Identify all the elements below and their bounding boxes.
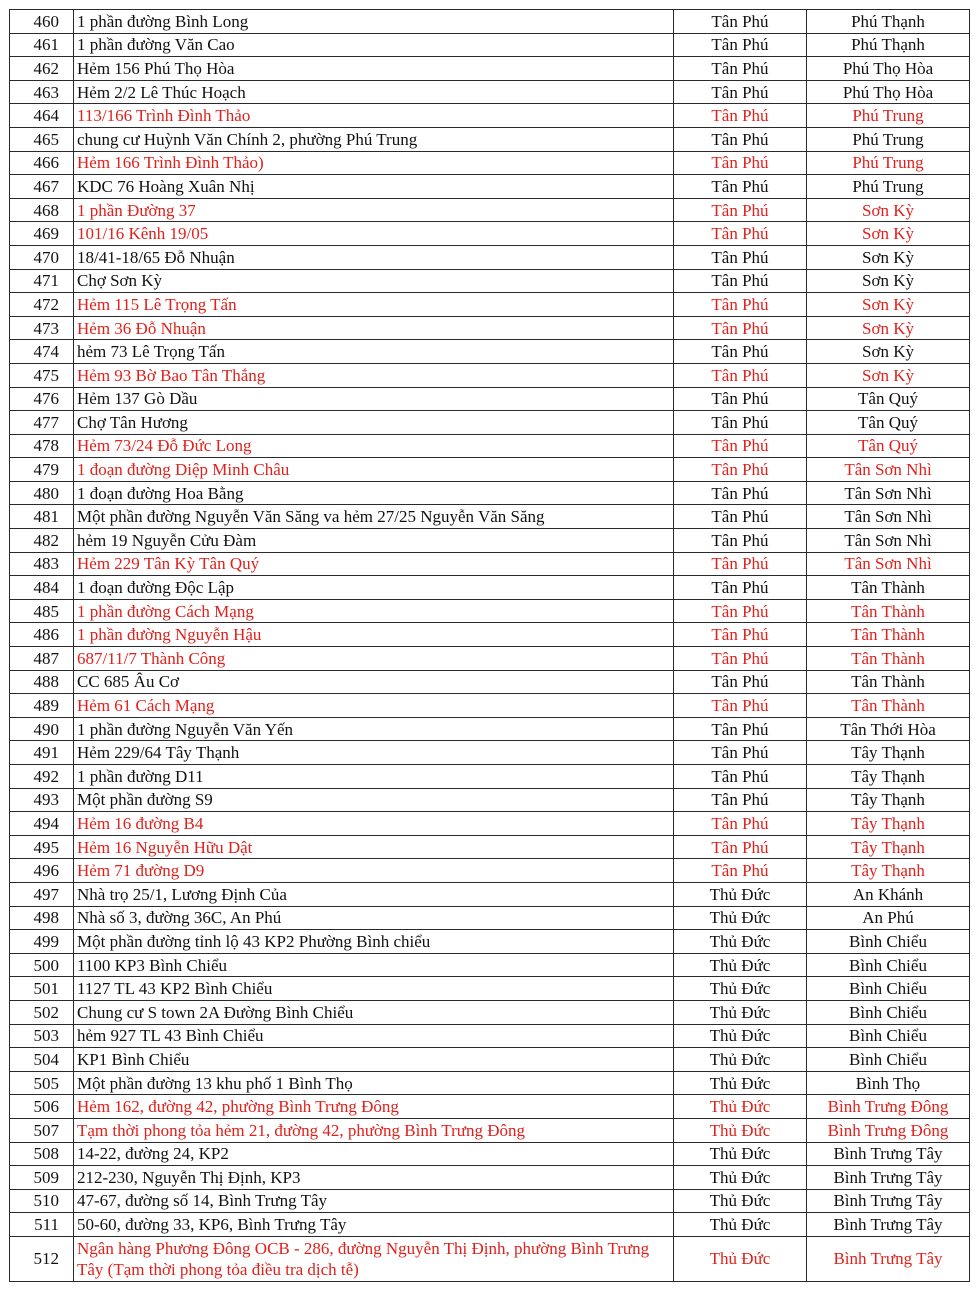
district-name: Thủ Đức — [674, 1213, 807, 1237]
location-address: 101/16 Kênh 19/05 — [74, 222, 674, 246]
row-number: 507 — [10, 1118, 74, 1142]
ward-name: Bình Chiểu — [807, 1048, 970, 1072]
district-name: Tân Phú — [674, 127, 807, 151]
ward-name: Phú Thạnh — [807, 33, 970, 57]
row-number: 468 — [10, 198, 74, 222]
row-number: 483 — [10, 552, 74, 576]
location-address: Hẻm 36 Đỗ Nhuận — [74, 316, 674, 340]
district-name: Tân Phú — [674, 599, 807, 623]
row-number: 503 — [10, 1024, 74, 1048]
table-row — [10, 670, 970, 694]
location-address: 1 phần đường Nguyễn Văn Yến — [74, 717, 674, 741]
district-name: Tân Phú — [674, 151, 807, 175]
location-address: Một phần đường Nguyễn Văn Săng va hẻm 27/25 Nguyễn Văn Săng — [74, 505, 674, 529]
location-address: 18/41-18/65 Đỗ Nhuận — [74, 245, 674, 269]
district-name: Thủ Đức — [674, 1166, 807, 1190]
ward-name: An Phú — [807, 906, 970, 930]
ward-name: Tân Quý — [807, 434, 970, 458]
location-address: 47-67, đường số 14, Bình Trưng Tây — [74, 1189, 674, 1213]
location-address: 113/166 Trình Đình Thảo — [74, 104, 674, 128]
location-address: hẻm 927 TL 43 Bình Chiểu — [74, 1024, 674, 1048]
table-row — [10, 1000, 970, 1024]
row-number: 504 — [10, 1048, 74, 1072]
district-name: Tân Phú — [674, 387, 807, 411]
location-address: 1 phần đường Văn Cao — [74, 33, 674, 57]
row-number: 466 — [10, 151, 74, 175]
ward-name: Phú Trung — [807, 127, 970, 151]
row-number: 476 — [10, 387, 74, 411]
table-row — [10, 953, 970, 977]
row-number: 501 — [10, 977, 74, 1001]
location-address: 1 đoạn đường Diệp Minh Châu — [74, 458, 674, 482]
row-number: 480 — [10, 481, 74, 505]
table-row — [10, 80, 970, 104]
district-name: Thủ Đức — [674, 1236, 807, 1281]
ward-name: Phú Trung — [807, 175, 970, 199]
ward-name: Tân Thành — [807, 670, 970, 694]
table-row — [10, 694, 970, 718]
ward-name: Sơn Kỳ — [807, 363, 970, 387]
table-row — [10, 411, 970, 435]
table-row — [10, 647, 970, 671]
table-row — [10, 505, 970, 529]
ward-name: Bình Chiểu — [807, 1024, 970, 1048]
location-address: Hẻm 71 đường D9 — [74, 859, 674, 883]
district-name: Thủ Đức — [674, 906, 807, 930]
ward-name: Tân Thành — [807, 694, 970, 718]
row-number: 481 — [10, 505, 74, 529]
ward-name: Tây Thạnh — [807, 741, 970, 765]
table-row — [10, 599, 970, 623]
location-address: 14-22, đường 24, KP2 — [74, 1142, 674, 1166]
row-number: 490 — [10, 717, 74, 741]
table-row — [10, 576, 970, 600]
district-name: Tân Phú — [674, 505, 807, 529]
table-row — [10, 788, 970, 812]
district-name: Tân Phú — [674, 175, 807, 199]
location-address: Nhà trọ 25/1, Lương Định Của — [74, 882, 674, 906]
district-name: Tân Phú — [674, 552, 807, 576]
table-row — [10, 340, 970, 364]
row-number: 482 — [10, 529, 74, 553]
ward-name: Tân Sơn Nhì — [807, 481, 970, 505]
row-number: 484 — [10, 576, 74, 600]
ward-name: Tân Sơn Nhì — [807, 529, 970, 553]
location-address: 1 phần Đường 37 — [74, 198, 674, 222]
ward-name: Tây Thạnh — [807, 765, 970, 789]
district-name: Thủ Đức — [674, 882, 807, 906]
row-number: 461 — [10, 33, 74, 57]
table-row — [10, 1095, 970, 1119]
ward-name: Tân Quý — [807, 411, 970, 435]
table-row — [10, 812, 970, 836]
row-number: 469 — [10, 222, 74, 246]
district-name: Tân Phú — [674, 340, 807, 364]
district-name: Thủ Đức — [674, 1118, 807, 1142]
ward-name: Tân Sơn Nhì — [807, 505, 970, 529]
district-name: Tân Phú — [674, 57, 807, 81]
location-address: Hẻm 166 Trình Đình Thảo) — [74, 151, 674, 175]
location-address: 1 đoạn đường Hoa Bằng — [74, 481, 674, 505]
ward-name: Bình Chiểu — [807, 977, 970, 1001]
district-name: Thủ Đức — [674, 1095, 807, 1119]
row-number: 465 — [10, 127, 74, 151]
row-number: 502 — [10, 1000, 74, 1024]
table-row — [10, 529, 970, 553]
location-address: Tạm thời phong tỏa hẻm 21, đường 42, phường Bình Trưng Đông — [74, 1118, 674, 1142]
table-row — [10, 293, 970, 317]
row-number: 485 — [10, 599, 74, 623]
ward-name: Tây Thạnh — [807, 859, 970, 883]
district-name: Tân Phú — [674, 316, 807, 340]
table-row — [10, 1118, 970, 1142]
district-name: Tân Phú — [674, 670, 807, 694]
ward-name: Sơn Kỳ — [807, 222, 970, 246]
location-address: 1 đoạn đường Độc Lập — [74, 576, 674, 600]
lockdown-locations-table — [9, 9, 970, 1282]
ward-name: Phú Thọ Hòa — [807, 80, 970, 104]
location-address: Hẻm 93 Bờ Bao Tân Thắng — [74, 363, 674, 387]
ward-name: Tân Sơn Nhì — [807, 552, 970, 576]
location-address: 687/11/7 Thành Công — [74, 647, 674, 671]
ward-name: Phú Thạnh — [807, 10, 970, 34]
location-address: chung cư Huỳnh Văn Chính 2, phường Phú Trung — [74, 127, 674, 151]
district-name: Tân Phú — [674, 765, 807, 789]
location-address: hẻm 73 Lê Trọng Tấn — [74, 340, 674, 364]
location-address: Hẻm 16 Nguyễn Hữu Dật — [74, 835, 674, 859]
location-address: 1127 TL 43 KP2 Bình Chiểu — [74, 977, 674, 1001]
table-row — [10, 151, 970, 175]
ward-name: Phú Thọ Hòa — [807, 57, 970, 81]
district-name: Tân Phú — [674, 293, 807, 317]
table-row — [10, 1166, 970, 1190]
ward-name: Tân Thành — [807, 599, 970, 623]
table-row — [10, 906, 970, 930]
ward-name: Tân Sơn Nhì — [807, 458, 970, 482]
row-number: 479 — [10, 458, 74, 482]
table-row — [10, 222, 970, 246]
table-row — [10, 623, 970, 647]
row-number: 499 — [10, 930, 74, 954]
district-name: Tân Phú — [674, 434, 807, 458]
district-name: Thủ Đức — [674, 1142, 807, 1166]
table-row — [10, 57, 970, 81]
ward-name: An Khánh — [807, 882, 970, 906]
row-number: 477 — [10, 411, 74, 435]
table-row — [10, 127, 970, 151]
district-name: Thủ Đức — [674, 977, 807, 1001]
district-name: Tân Phú — [674, 717, 807, 741]
location-address: Hẻm 137 Gò Dầu — [74, 387, 674, 411]
ward-name: Bình Chiểu — [807, 1000, 970, 1024]
location-address: Hẻm 229/64 Tây Thạnh — [74, 741, 674, 765]
ward-name: Bình Trưng Tây — [807, 1236, 970, 1281]
district-name: Tân Phú — [674, 411, 807, 435]
district-name: Tân Phú — [674, 481, 807, 505]
table-row — [10, 269, 970, 293]
location-address: 1 phần đường Cách Mạng — [74, 599, 674, 623]
ward-name: Tây Thạnh — [807, 788, 970, 812]
location-address: 1 phần đường Bình Long — [74, 10, 674, 34]
row-number: 472 — [10, 293, 74, 317]
row-number: 489 — [10, 694, 74, 718]
district-name: Tân Phú — [674, 835, 807, 859]
table-row — [10, 387, 970, 411]
district-name: Tân Phú — [674, 623, 807, 647]
ward-name: Bình Chiểu — [807, 930, 970, 954]
row-number: 493 — [10, 788, 74, 812]
district-name: Tân Phú — [674, 741, 807, 765]
row-number: 506 — [10, 1095, 74, 1119]
location-address: Chợ Sơn Kỳ — [74, 269, 674, 293]
district-name: Tân Phú — [674, 694, 807, 718]
location-address: Hẻm 61 Cách Mạng — [74, 694, 674, 718]
location-address: Hẻm 115 Lê Trọng Tấn — [74, 293, 674, 317]
district-name: Tân Phú — [674, 788, 807, 812]
location-address: KDC 76 Hoàng Xuân Nhị — [74, 175, 674, 199]
table-row — [10, 33, 970, 57]
ward-name: Bình Thọ — [807, 1071, 970, 1095]
row-number: 471 — [10, 269, 74, 293]
ward-name: Tân Thành — [807, 576, 970, 600]
table-row — [10, 1213, 970, 1237]
row-number: 462 — [10, 57, 74, 81]
district-name: Thủ Đức — [674, 1000, 807, 1024]
row-number: 498 — [10, 906, 74, 930]
ward-name: Sơn Kỳ — [807, 340, 970, 364]
row-number: 505 — [10, 1071, 74, 1095]
table-row — [10, 1024, 970, 1048]
location-address: hẻm 19 Nguyễn Cửu Đàm — [74, 529, 674, 553]
row-number: 496 — [10, 859, 74, 883]
ward-name: Tân Thới Hòa — [807, 717, 970, 741]
table-row — [10, 198, 970, 222]
ward-name: Bình Trưng Tây — [807, 1189, 970, 1213]
table-row — [10, 1048, 970, 1072]
row-number: 491 — [10, 741, 74, 765]
location-address: CC 685 Âu Cơ — [74, 670, 674, 694]
ward-name: Phú Trung — [807, 151, 970, 175]
district-name: Tân Phú — [674, 859, 807, 883]
table-row — [10, 882, 970, 906]
location-address: Chợ Tân Hương — [74, 411, 674, 435]
district-name: Tân Phú — [674, 104, 807, 128]
row-number: 463 — [10, 80, 74, 104]
district-name: Thủ Đức — [674, 1071, 807, 1095]
row-number: 512 — [10, 1236, 74, 1281]
table-row — [10, 717, 970, 741]
location-address: Một phần đường 13 khu phố 1 Bình Thọ — [74, 1071, 674, 1095]
row-number: 500 — [10, 953, 74, 977]
location-address: KP1 Bình Chiểu — [74, 1048, 674, 1072]
row-number: 467 — [10, 175, 74, 199]
district-name: Thủ Đức — [674, 930, 807, 954]
ward-name: Bình Trưng Tây — [807, 1213, 970, 1237]
location-address: 1 phần đường D11 — [74, 765, 674, 789]
row-number: 508 — [10, 1142, 74, 1166]
district-name: Thủ Đức — [674, 953, 807, 977]
ward-name: Bình Trưng Đông — [807, 1095, 970, 1119]
row-number: 487 — [10, 647, 74, 671]
table-row — [10, 859, 970, 883]
ward-name: Sơn Kỳ — [807, 316, 970, 340]
row-number: 497 — [10, 882, 74, 906]
row-number: 470 — [10, 245, 74, 269]
row-number: 495 — [10, 835, 74, 859]
location-address: 1100 KP3 Bình Chiểu — [74, 953, 674, 977]
table-row — [10, 175, 970, 199]
row-number: 511 — [10, 1213, 74, 1237]
table-row — [10, 10, 970, 34]
table-row — [10, 765, 970, 789]
row-number: 509 — [10, 1166, 74, 1190]
location-address: Hẻm 73/24 Đỗ Đức Long — [74, 434, 674, 458]
table-row — [10, 741, 970, 765]
district-name: Tân Phú — [674, 80, 807, 104]
ward-name: Tây Thạnh — [807, 812, 970, 836]
row-number: 494 — [10, 812, 74, 836]
location-address: 212-230, Nguyễn Thị Định, KP3 — [74, 1166, 674, 1190]
table-row — [10, 1189, 970, 1213]
table-row — [10, 481, 970, 505]
ward-name: Sơn Kỳ — [807, 245, 970, 269]
table-row — [10, 930, 970, 954]
location-address: Hẻm 2/2 Lê Thúc Hoạch — [74, 80, 674, 104]
table-row — [10, 552, 970, 576]
location-address: Hẻm 16 đường B4 — [74, 812, 674, 836]
row-number: 464 — [10, 104, 74, 128]
location-address: Ngân hàng Phương Đông OCB - 286, đường Nguyễn Thị Định, phường Bình Trưng Tây (Tạm thời phong tỏa điều tra dịch tễ) — [74, 1236, 674, 1281]
district-name: Thủ Đức — [674, 1048, 807, 1072]
table-row — [10, 835, 970, 859]
ward-name: Tân Thành — [807, 623, 970, 647]
ward-name: Sơn Kỳ — [807, 293, 970, 317]
table-row — [10, 316, 970, 340]
table-row — [10, 434, 970, 458]
location-address: 1 phần đường Nguyễn Hậu — [74, 623, 674, 647]
district-name: Tân Phú — [674, 576, 807, 600]
row-number: 475 — [10, 363, 74, 387]
ward-name: Tây Thạnh — [807, 835, 970, 859]
district-name: Tân Phú — [674, 529, 807, 553]
row-number: 486 — [10, 623, 74, 647]
row-number: 474 — [10, 340, 74, 364]
district-name: Tân Phú — [674, 33, 807, 57]
district-name: Thủ Đức — [674, 1189, 807, 1213]
location-address: Nhà số 3, đường 36C, An Phú — [74, 906, 674, 930]
table-row — [10, 977, 970, 1001]
ward-name: Bình Trưng Tây — [807, 1142, 970, 1166]
ward-name: Phú Trung — [807, 104, 970, 128]
table-row — [10, 1236, 970, 1281]
row-number: 473 — [10, 316, 74, 340]
table-row — [10, 363, 970, 387]
ward-name: Sơn Kỳ — [807, 269, 970, 293]
row-number: 510 — [10, 1189, 74, 1213]
table-row — [10, 245, 970, 269]
district-name: Tân Phú — [674, 363, 807, 387]
district-name: Thủ Đức — [674, 1024, 807, 1048]
ward-name: Sơn Kỳ — [807, 198, 970, 222]
location-address: Hẻm 229 Tân Kỳ Tân Quý — [74, 552, 674, 576]
district-name: Tân Phú — [674, 647, 807, 671]
location-address: 50-60, đường 33, KP6, Bình Trưng Tây — [74, 1213, 674, 1237]
district-name: Tân Phú — [674, 245, 807, 269]
district-name: Tân Phú — [674, 10, 807, 34]
ward-name: Bình Trưng Đông — [807, 1118, 970, 1142]
district-name: Tân Phú — [674, 812, 807, 836]
table-row — [10, 1071, 970, 1095]
row-number: 460 — [10, 10, 74, 34]
district-name: Tân Phú — [674, 458, 807, 482]
table-body — [10, 10, 970, 1282]
table-row — [10, 104, 970, 128]
row-number: 492 — [10, 765, 74, 789]
location-address: Chung cư S town 2A Đường Bình Chiểu — [74, 1000, 674, 1024]
ward-name: Tân Thành — [807, 647, 970, 671]
row-number: 488 — [10, 670, 74, 694]
district-name: Tân Phú — [674, 198, 807, 222]
district-name: Tân Phú — [674, 222, 807, 246]
ward-name: Bình Trưng Tây — [807, 1166, 970, 1190]
table-row — [10, 458, 970, 482]
location-address: Một phần đường S9 — [74, 788, 674, 812]
ward-name: Tân Quý — [807, 387, 970, 411]
location-address: Một phần đường tỉnh lộ 43 KP2 Phường Bình chiểu — [74, 930, 674, 954]
row-number: 478 — [10, 434, 74, 458]
location-address: Hẻm 162, đường 42, phường Bình Trưng Đông — [74, 1095, 674, 1119]
ward-name: Bình Chiểu — [807, 953, 970, 977]
table-row — [10, 1142, 970, 1166]
district-name: Tân Phú — [674, 269, 807, 293]
location-address: Hẻm 156 Phú Thọ Hòa — [74, 57, 674, 81]
